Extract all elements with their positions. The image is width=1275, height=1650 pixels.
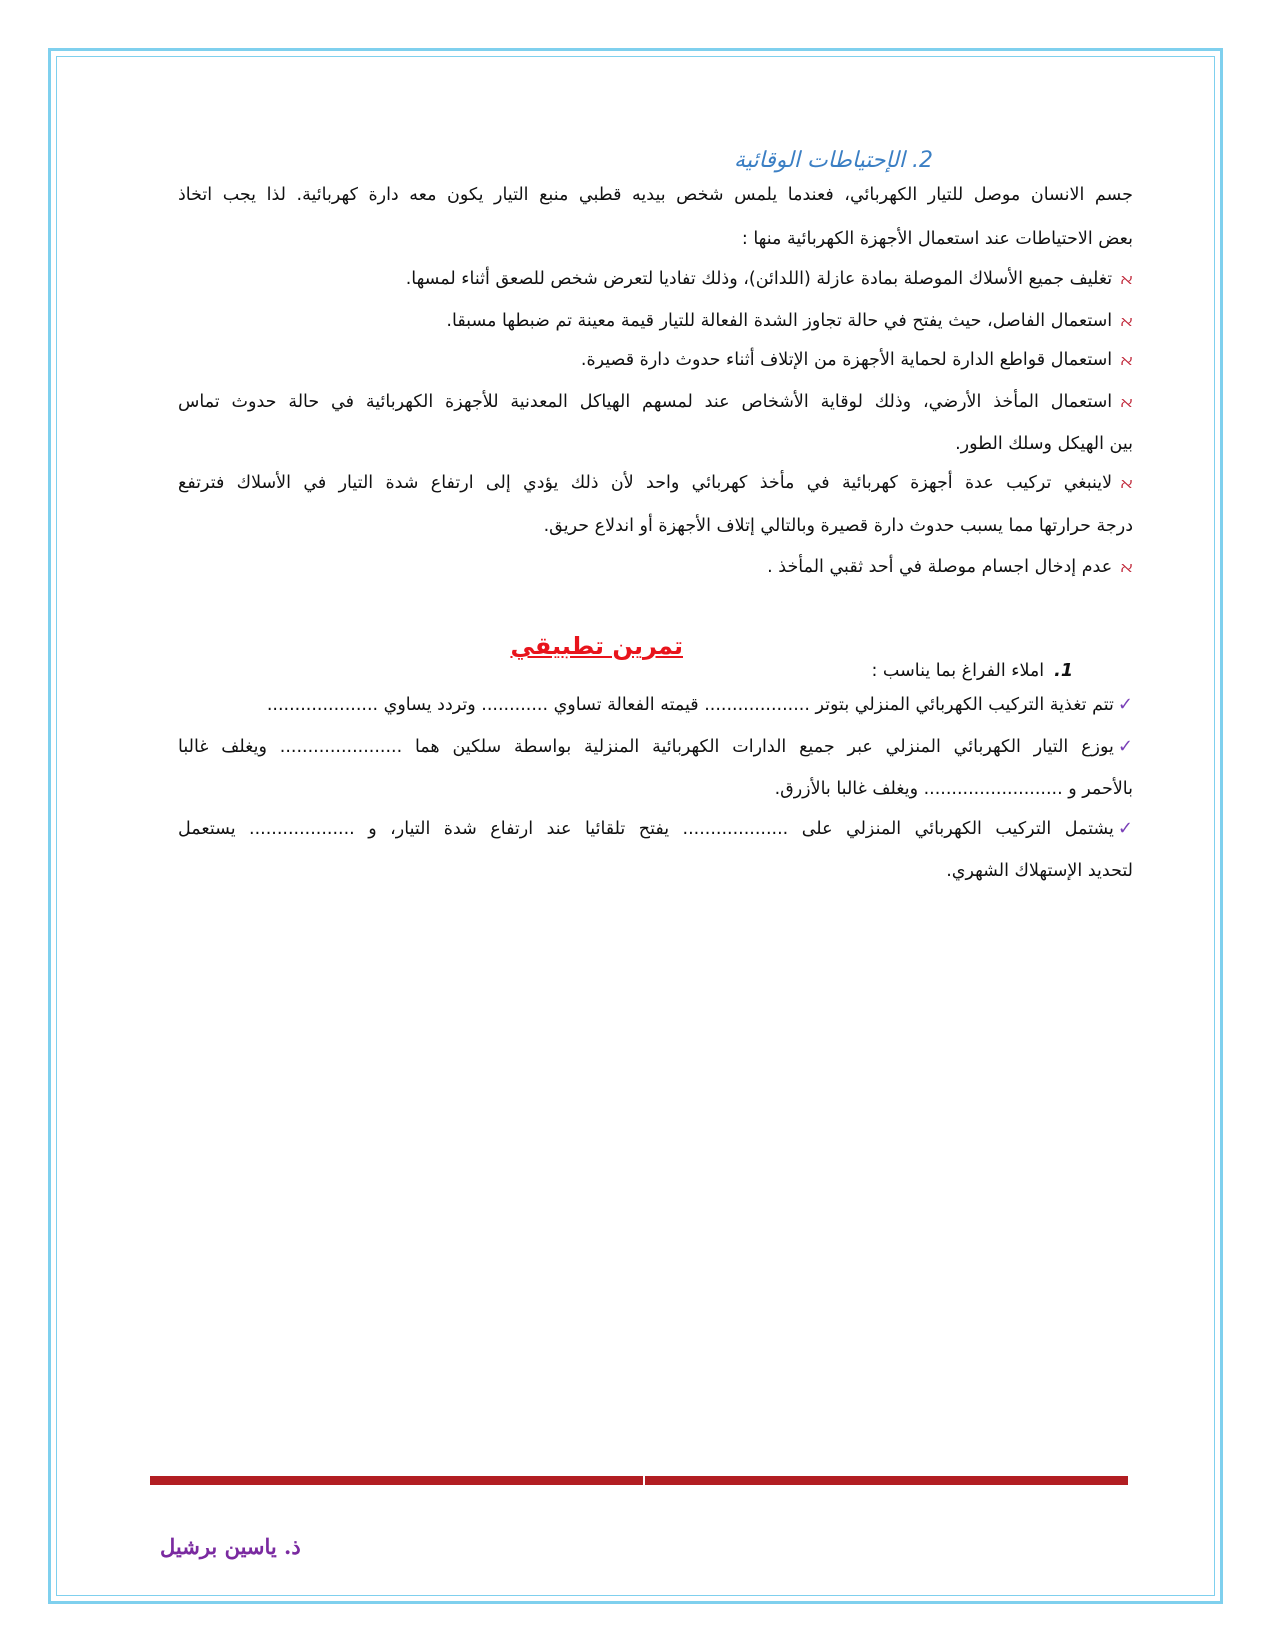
checkmark-icon: ✓	[1117, 736, 1133, 757]
exercise-item	[178, 694, 1133, 716]
footer-rule	[150, 1476, 1128, 1485]
exercise-continuation: لتحديد الإستهلاك الشهري.	[946, 861, 1133, 881]
question-text: املاء الفراغ بما يناسب :	[871, 661, 1045, 681]
bullet-item	[178, 349, 1133, 371]
author-signature: ذ. ياسين برشيل	[160, 1534, 301, 1559]
section-heading: 2. الإحتياطات الوقائية	[734, 148, 933, 173]
bullet-text: استعمال الفاصل، حيث يفتح في حالة تجاوز الشدة الفعالة للتيار قيمة معينة تم ضبطها مسبقا.	[446, 311, 1113, 331]
bullet-continuation: بين الهيكل وسلك الطور.	[955, 434, 1133, 454]
bullet-icon: ﬡ	[1120, 558, 1133, 576]
bullet-text: استعمال المأخذ الأرضي، وذلك لوقاية الأشخاص عند لمسهم الهياكل المعدنية للأجهزة الكهربائية في حالة حدوث تماس	[178, 392, 1113, 412]
exercise-item-text: يوزع التيار الكهربائي المنزلي عبر جميع الدارات الكهربائية المنزلية بواسطة سلكين هما ...................... ويغلف غالبا	[178, 737, 1114, 757]
exercise-item	[178, 736, 1133, 758]
question-number: 1.	[1054, 661, 1073, 681]
bullet-item	[178, 268, 1133, 290]
bullet-item	[178, 556, 1133, 578]
bullet-text: عدم إدخال اجسام موصلة في أحد ثقبي المأخذ .	[767, 557, 1113, 577]
exercise-item-text: يشتمل التركيب الكهربائي المنزلي على ................... يفتح تلقائيا عند ارتفاع شدة التيار، و ................... يستعمل	[178, 819, 1114, 839]
exercise-item-text: تتم تغذية التركيب الكهربائي المنزلي بتوتر ................... قيمته الفعالة تساوي ............ وتردد يساوي ....................	[266, 695, 1114, 715]
exercise-item	[178, 818, 1133, 840]
bullet-continuation: درجة حرارتها مما يسبب حدوث دارة قصيرة وبالتالي إتلاف الأجهزة أو اندلاع حريق.	[543, 516, 1133, 536]
checkmark-icon: ✓	[1117, 818, 1133, 839]
bullet-icon: ﬡ	[1120, 351, 1133, 369]
exercise-question	[178, 660, 1133, 682]
bullet-icon: ﬡ	[1120, 312, 1133, 330]
bullet-item	[178, 391, 1133, 413]
bullet-item	[178, 310, 1133, 332]
bullet-icon: ﬡ	[1120, 474, 1133, 492]
exercise-continuation: بالأحمر و ......................... ويغلف غالبا بالأزرق.	[774, 779, 1133, 799]
bullet-item	[178, 472, 1133, 494]
bullet-text: استعمال قواطع الدارة لحماية الأجهزة من الإتلاف أثناء حدوث دارة قصيرة.	[580, 350, 1113, 370]
bullet-icon: ﬡ	[1120, 270, 1133, 288]
exercise-title: تمرين تطبيقي	[510, 632, 683, 660]
intro-line: بعض الاحتياطات عند استعمال الأجهزة الكهربائية منها :	[741, 229, 1133, 249]
footer-rule-gap	[643, 1476, 645, 1485]
checkmark-icon: ✓	[1117, 694, 1133, 715]
intro-line: جسم الانسان موصل للتيار الكهربائي، فعندما يلمس شخص بيديه قطبي منبع التيار يكون معه دارة كهربائية. لذا يجب اتخاذ	[178, 185, 1133, 205]
bullet-text: لاينبغي تركيب عدة أجهزة كهربائية في مأخذ كهربائي واحد لأن ذلك يؤدي إلى ارتفاع شدة التيار في الأسلاك فترتفع	[178, 473, 1113, 493]
bullet-text: تغليف جميع الأسلاك الموصلة بمادة عازلة (اللدائن)، وذلك تفاديا لتعرض شخص للصعق أثناء لمسها.	[405, 269, 1113, 289]
bullet-icon: ﬡ	[1120, 393, 1133, 411]
